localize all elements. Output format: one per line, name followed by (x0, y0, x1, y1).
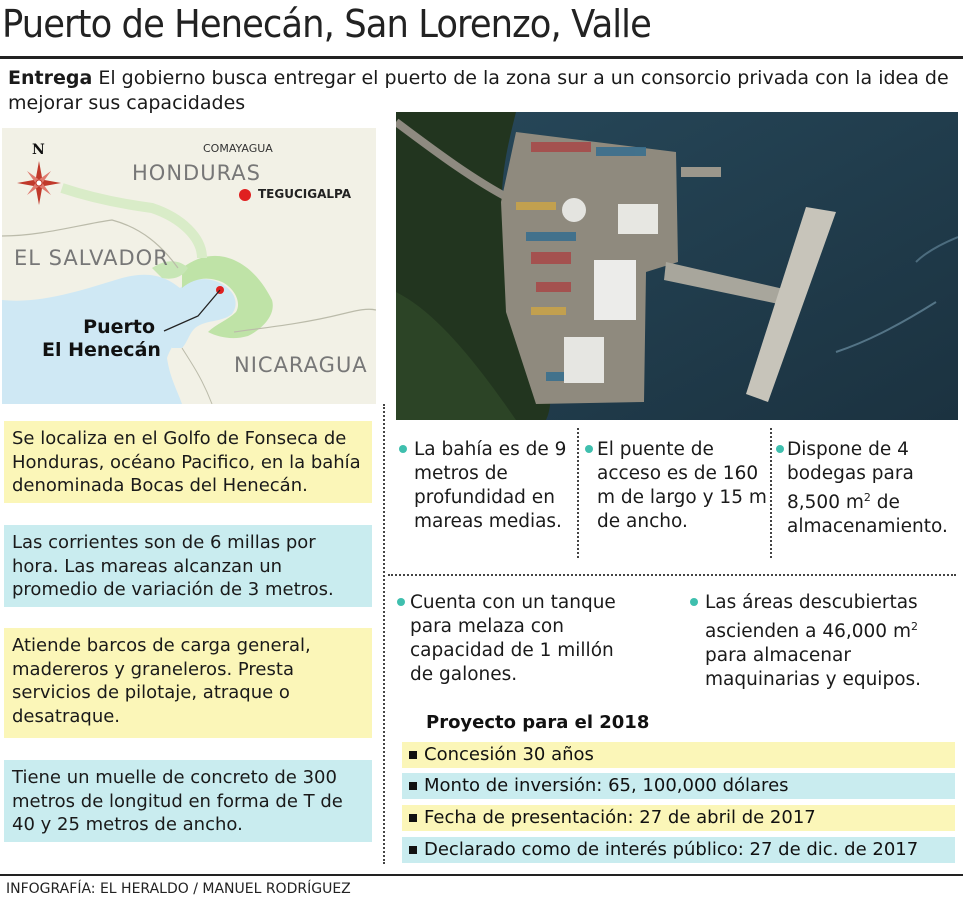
comayagua-label: COMAYAGUA (203, 142, 273, 155)
page-title: Puerto de Henecán, San Lorenzo, Valle (2, 2, 651, 46)
puerto-label-line2: El Henecán (42, 339, 161, 361)
info-box-services: Atiende barcos de carga general, madereros y graneleros. Presta servicios de pilotaje, atraque o desatraque. (4, 628, 372, 738)
column-divider (383, 404, 385, 864)
fact-bay-depth: La bahía es de 9 metros de profundidad en mareas medias. (414, 439, 567, 532)
tegucigalpa-marker (239, 189, 251, 201)
project-row-text: Declarado como de interés público: 27 de dic. de 2017 (424, 839, 919, 860)
square-bullet-icon (409, 814, 417, 822)
square-bullet-icon (409, 782, 417, 790)
fact-warehouses (787, 438, 957, 539)
fact-warehouses-a: Dispone de 4 bodegas para 8,500 m (787, 439, 914, 514)
facts-divider (388, 574, 956, 576)
fact-open-areas (705, 591, 955, 692)
info-box-currents: Las corrientes son de 6 millas por hora. Las mareas alcanzan un promedio de variación de 3 metros. (4, 525, 372, 607)
nicaragua-label: NICARAGUA (234, 353, 368, 377)
credit-line: INFOGRAFÍA: EL HERALDO / MANUEL RODRÍGUEZ (6, 881, 351, 897)
project-row-text: Monto de inversión: 65, 100,000 dólares (424, 775, 789, 796)
fact-divider-2 (770, 428, 772, 558)
project-row-investment (402, 773, 955, 799)
bullet-icon (690, 598, 698, 606)
fact-access-bridge: El puente de acceso es de 160 m de largo y 15 m de ancho. (597, 439, 767, 532)
bullet-icon (397, 598, 405, 606)
compass-label: N (32, 142, 45, 158)
fact-molasses-tank: Cuenta con un tanque para melaza con capacidad de 1 millón de galones. (410, 592, 616, 685)
bullet-icon (776, 445, 784, 453)
tegucigalpa-label: TEGUCIGALPA (258, 187, 352, 201)
project-row-presentation-date (402, 805, 955, 831)
fact-divider-1 (577, 428, 579, 558)
fact-open-areas-a: Las áreas descubiertas ascienden a 46,000 m (705, 592, 918, 643)
subtitle-lead: Entrega (8, 67, 93, 89)
project-row-public-interest (402, 837, 955, 863)
info-box-location: Se localiza en el Golfo de Fonseca de Honduras, océano Pacifico, en la bahía denominada Bocas del Henecán. (4, 421, 372, 503)
fact-warehouses-b: de almacenamiento. (787, 492, 948, 538)
info-box-pier: Tiene un muelle de concreto de 300 metros de longitud en forma de T de 40 y 25 metros de ancho. (4, 760, 372, 842)
puerto-label-line1: Puerto (83, 316, 155, 338)
bottom-divider (0, 874, 963, 876)
subtitle (8, 66, 953, 116)
honduras-label: HONDURAS (132, 161, 262, 185)
project-title: Proyecto para el 2018 (426, 712, 650, 733)
project-row-text: Fecha de presentación: 27 de abril de 2017 (424, 807, 816, 828)
el-salvador-label: EL SALVADOR (14, 246, 169, 270)
location-map (2, 128, 376, 404)
title-divider (0, 56, 963, 59)
port-satellite-photo (396, 112, 958, 420)
project-row-concession (402, 742, 955, 768)
square-bullet-icon (409, 846, 417, 854)
project-row-text: Concesión 30 años (424, 744, 594, 765)
fact-warehouses-sup: 2 (863, 491, 871, 504)
square-bullet-icon (409, 751, 417, 759)
bullet-icon (399, 445, 407, 453)
fact-open-areas-sup: 2 (910, 620, 918, 633)
fact-open-areas-b: para almacenar maquinarias y equipos. (705, 645, 922, 691)
bullet-icon (585, 445, 593, 453)
subtitle-text: El gobierno busca entregar el puerto de la zona sur a un consorcio privada con la idea de mejorar sus capacidades (8, 67, 949, 114)
